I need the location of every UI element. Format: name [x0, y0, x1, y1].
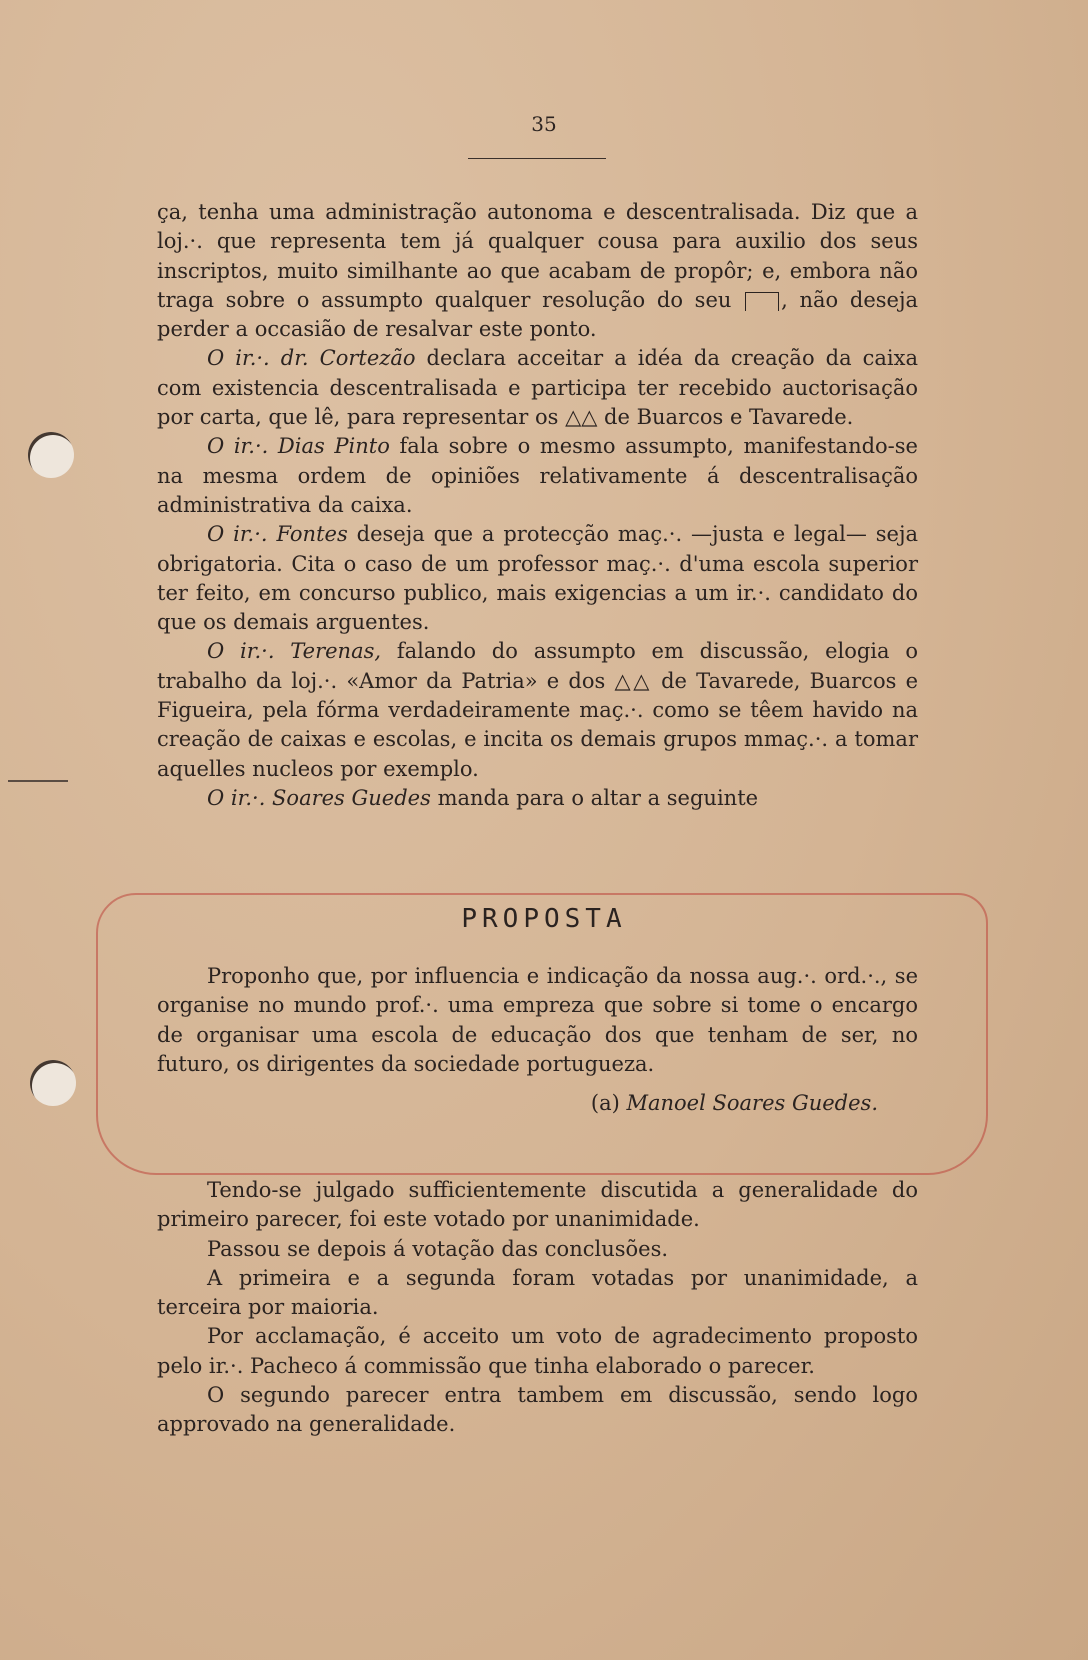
punch-hole-top [28, 432, 74, 478]
closing-paragraph-4: Por acclamação, é acceito um voto de agradecimento proposto pelo ir.·. Pacheco á commissão que tinha elaborado o parecer. [157, 1324, 918, 1378]
closing-text [157, 1176, 918, 1440]
closing-paragraph-5: O segundo parecer entra tambem em discussão, sendo logo approvado na generalidade. [157, 1383, 918, 1437]
margin-mark [8, 780, 68, 782]
proposal-signature: (a) Manoel Soares Guedes. [590, 1091, 878, 1116]
square-symbol-icon [745, 292, 779, 311]
paragraph-3: O ir.·. Dias Pinto fala sobre o mesmo assumpto, manifestando-se na mesma ordem de opiniões relativamente á descentralisação administrativa da caixa. [157, 434, 918, 517]
paragraph-2: O ir.·. dr. Cortezão declara acceitar a idéa da creação da caixa com existencia descentralisada e participa ter recebido auctorisação por carta, que lê, para representar os △△ de Buarcos e Tavarede. [157, 346, 918, 430]
paragraph-1: ça, tenha uma administração autonoma e descentralisada. Diz que a loj.·. que representa tem já qualquer cousa para auxilio dos seus inscriptos, muito similhante ao que acabam de propôr; e, embora não traga sobre o assumpto qualquer resolução do seu , não deseja perder a occasião de resalvar este ponto. [157, 200, 919, 342]
closing-paragraph-2: Passou se depois á votação das conclusões. [207, 1236, 669, 1261]
proposal-body: Proponho que, por influencia e indicação da nossa aug.·. ord.·., se organise no mundo prof.·. uma empreza que sobre si tome o encargo de organisar uma escola de educação dos que tenham de ser, no futuro, os dirigentes da sociedade portugueza. [157, 964, 918, 1076]
proposal-box [157, 962, 918, 1118]
paragraph-6: O ir.·. Soares Guedes manda para o altar a seguinte [207, 785, 759, 810]
body-text [157, 198, 918, 813]
paragraph-5: O ir.·. Terenas, falando do assumpto em discussão, elogia o trabalho da loj.·. «Amor da Patria» e dos △△ de Tavarede, Buarcos e Figueira, pela fórma verdadeiramente maç.·. como se têem havido na creação de caixas e escolas, e incita os demais grupos mmaç.·. a tomar aquelles nucleos por exemplo. [157, 639, 918, 781]
closing-paragraph-3: A primeira e a segunda foram votadas por unanimidade, a terceira por maioria. [157, 1265, 918, 1320]
closing-paragraph-1: Tendo-se julgado sufficientemente discutida a generalidade do primeiro parecer, foi este votado por unanimidade. [157, 1178, 918, 1232]
proposal-title: PROPOSTA [461, 904, 627, 934]
paragraph-4: O ir.·. Fontes deseja que a protecção maç.·. —justa e legal— seja obrigatoria. Cita o caso de um professor maç.·. d'uma escola superior ter feito, em concurso publico, mais exigencias a um ir.·. candidato do que os demais arguentes. [157, 522, 918, 635]
header-rule [468, 158, 606, 159]
page-number: 35 [531, 112, 557, 136]
punch-hole-bottom [30, 1060, 76, 1106]
